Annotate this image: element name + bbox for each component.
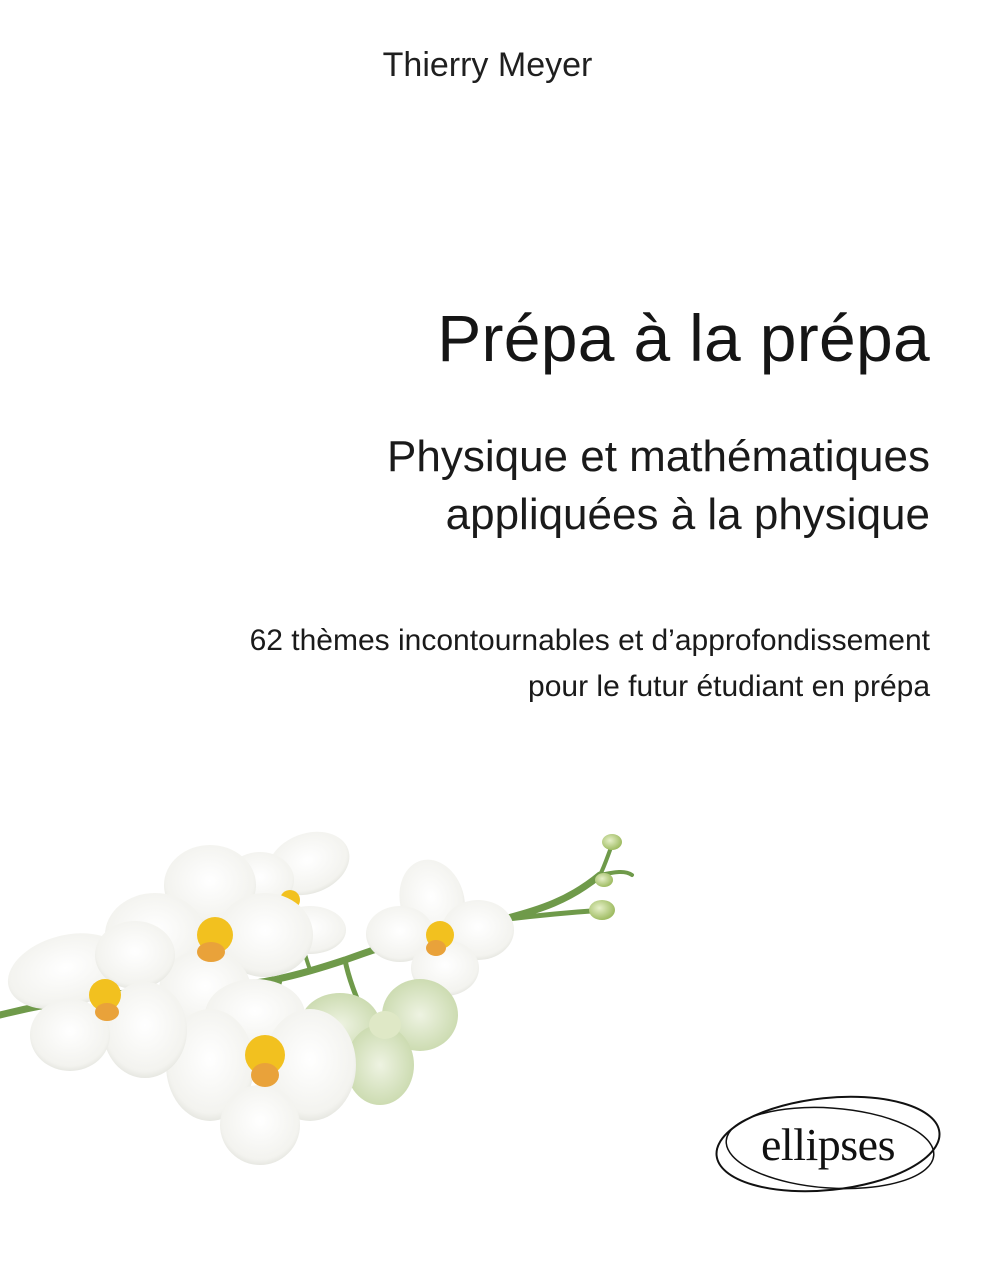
- book-title: Prépa à la prépa: [437, 301, 930, 375]
- author-name: Thierry Meyer: [382, 46, 593, 84]
- subtitle-line-1: Physique et mathématiques: [387, 432, 930, 481]
- publisher-name: ellipses: [761, 1119, 895, 1170]
- orchid-flower: [0, 921, 187, 1078]
- tagline-line-2: pour le futur étudiant en prépa: [528, 670, 930, 703]
- orchid-illustration: [0, 820, 650, 1260]
- orchid-flower: [366, 852, 514, 996]
- book-tagline: [250, 618, 930, 710]
- subtitle-line-2: appliquées à la physique: [445, 490, 930, 539]
- book-subtitle: [387, 428, 930, 544]
- tagline-line-1: 62 thèmes incontournables et d’approfondissement: [249, 624, 930, 657]
